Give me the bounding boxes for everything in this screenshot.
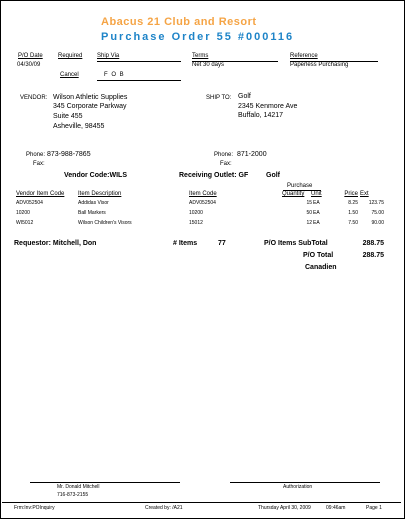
po-date-value: 04/30/09	[17, 62, 41, 68]
po-title	[101, 31, 294, 43]
terms-value: Net 30 days	[192, 62, 225, 68]
col-unit: Unit	[311, 191, 322, 197]
ship-to-city: Buffalo, 14217	[238, 112, 284, 119]
ship-to-phone: 871-2000	[237, 151, 267, 158]
ship-to-fax-label: Fax:	[220, 161, 232, 167]
col-ext: Ext	[360, 191, 369, 197]
vendor-phone: 873-988-7865	[47, 151, 91, 158]
required-label: Required	[58, 53, 83, 59]
company-name: Abacus 21 Club and Resort	[101, 16, 257, 28]
cell-ext: 90.00	[371, 220, 384, 226]
vendor-label: VENDOR:	[20, 95, 48, 101]
cell-price: 7.50	[348, 220, 358, 226]
cell-item-code: 10200	[189, 210, 203, 216]
footer-rule	[2, 502, 401, 503]
ship-to-label: SHIP TO:	[206, 95, 232, 101]
footer-report: Frm:Inv:POInquiry	[14, 505, 55, 511]
fob-rule	[97, 80, 181, 81]
receiving-outlet-name: Golf	[266, 172, 280, 179]
cell-price: 8.25	[348, 200, 358, 206]
ship-to-address1: 2345 Kenmore Ave	[238, 103, 298, 110]
terms-label: Terms	[192, 53, 209, 59]
authorization-label: Authorization	[283, 484, 313, 490]
cell-quantity: 50	[306, 210, 312, 216]
requestor: Requestor: Mitchell, Don	[14, 240, 97, 247]
po-number: 55 #000116	[216, 31, 295, 43]
cell-ext: 75.00	[371, 210, 384, 216]
col-item-description: Item Description	[78, 191, 122, 197]
items-count-label: # Items	[173, 240, 198, 247]
cell-item-code: 15012	[189, 220, 203, 226]
receiving-outlet: Receiving Outlet: GF	[179, 172, 249, 179]
footer-page: Page 1	[366, 505, 382, 511]
cell-description: Addidas Visor	[78, 200, 109, 206]
cell-ext: 123.75	[368, 200, 384, 206]
ship-to-phone-label: Phone:	[214, 152, 234, 158]
ship-via-rule	[97, 61, 181, 62]
cell-description: Wilson Children's Visors	[78, 220, 132, 226]
items-count: 77	[218, 240, 226, 247]
signer-phone: 716-873-2155	[57, 492, 89, 498]
total-value: 288.75	[362, 252, 384, 259]
vendor-city: Asheville, 98455	[53, 123, 105, 130]
col-purchase: Purchase	[287, 183, 313, 189]
vendor-code: Vendor Code:WILS	[64, 172, 127, 179]
subtotal-label: P/O Items SubTotal	[264, 240, 328, 247]
po-title-label: Purchase Order	[101, 31, 212, 43]
ship-to-name: Golf	[238, 93, 251, 100]
reference-label: Reference	[290, 53, 318, 59]
vendor-phone-label: Phone:	[26, 152, 46, 158]
signer-name: Mr. Donald Mitchell	[57, 484, 100, 490]
total-label: P/O Total	[303, 252, 334, 259]
po-date-label: P/O Date	[18, 53, 43, 59]
vendor-fax-label: Fax:	[33, 161, 45, 167]
cell-description: Ball Markers	[78, 210, 106, 216]
subtotal-value: 288.75	[362, 240, 384, 247]
currency: Canadien	[305, 264, 337, 271]
cell-unit: EA	[313, 210, 320, 216]
col-quantity: Quantity	[282, 191, 305, 197]
signature-line	[30, 482, 180, 483]
cell-quantity: 15	[306, 200, 312, 206]
cell-vendor-code: ADV052504	[16, 200, 43, 206]
footer-date: Thursday April 30, 2009	[258, 505, 311, 511]
vendor-address2: Suite 455	[53, 113, 83, 120]
fob-label: F O B	[104, 72, 125, 78]
reference-value: Paperless Purchasing	[290, 62, 349, 68]
vendor-name: Wilson Athletic Supplies	[53, 94, 128, 101]
cell-vendor-code: WI5012	[16, 220, 34, 226]
vendor-address1: 345 Corporate Parkway	[53, 103, 127, 110]
col-price: Price	[344, 191, 358, 197]
cell-quantity: 12	[306, 220, 312, 226]
ship-via-label: Ship Via	[97, 53, 120, 59]
col-item-code: Item Code	[189, 191, 217, 197]
cell-unit: EA	[313, 200, 320, 206]
cell-vendor-code: 10200	[16, 210, 30, 216]
authorization-line	[230, 482, 380, 483]
footer-created-by: Created by: /A21	[145, 505, 183, 511]
col-vendor-item-code: Vendor Item Code	[16, 191, 65, 197]
cell-price: 1.50	[348, 210, 358, 216]
cancel-label: Cancel	[60, 72, 79, 78]
cell-item-code: ADV052504	[189, 200, 216, 206]
footer-time: 09:46am	[326, 505, 346, 511]
cell-unit: EA	[313, 220, 320, 226]
